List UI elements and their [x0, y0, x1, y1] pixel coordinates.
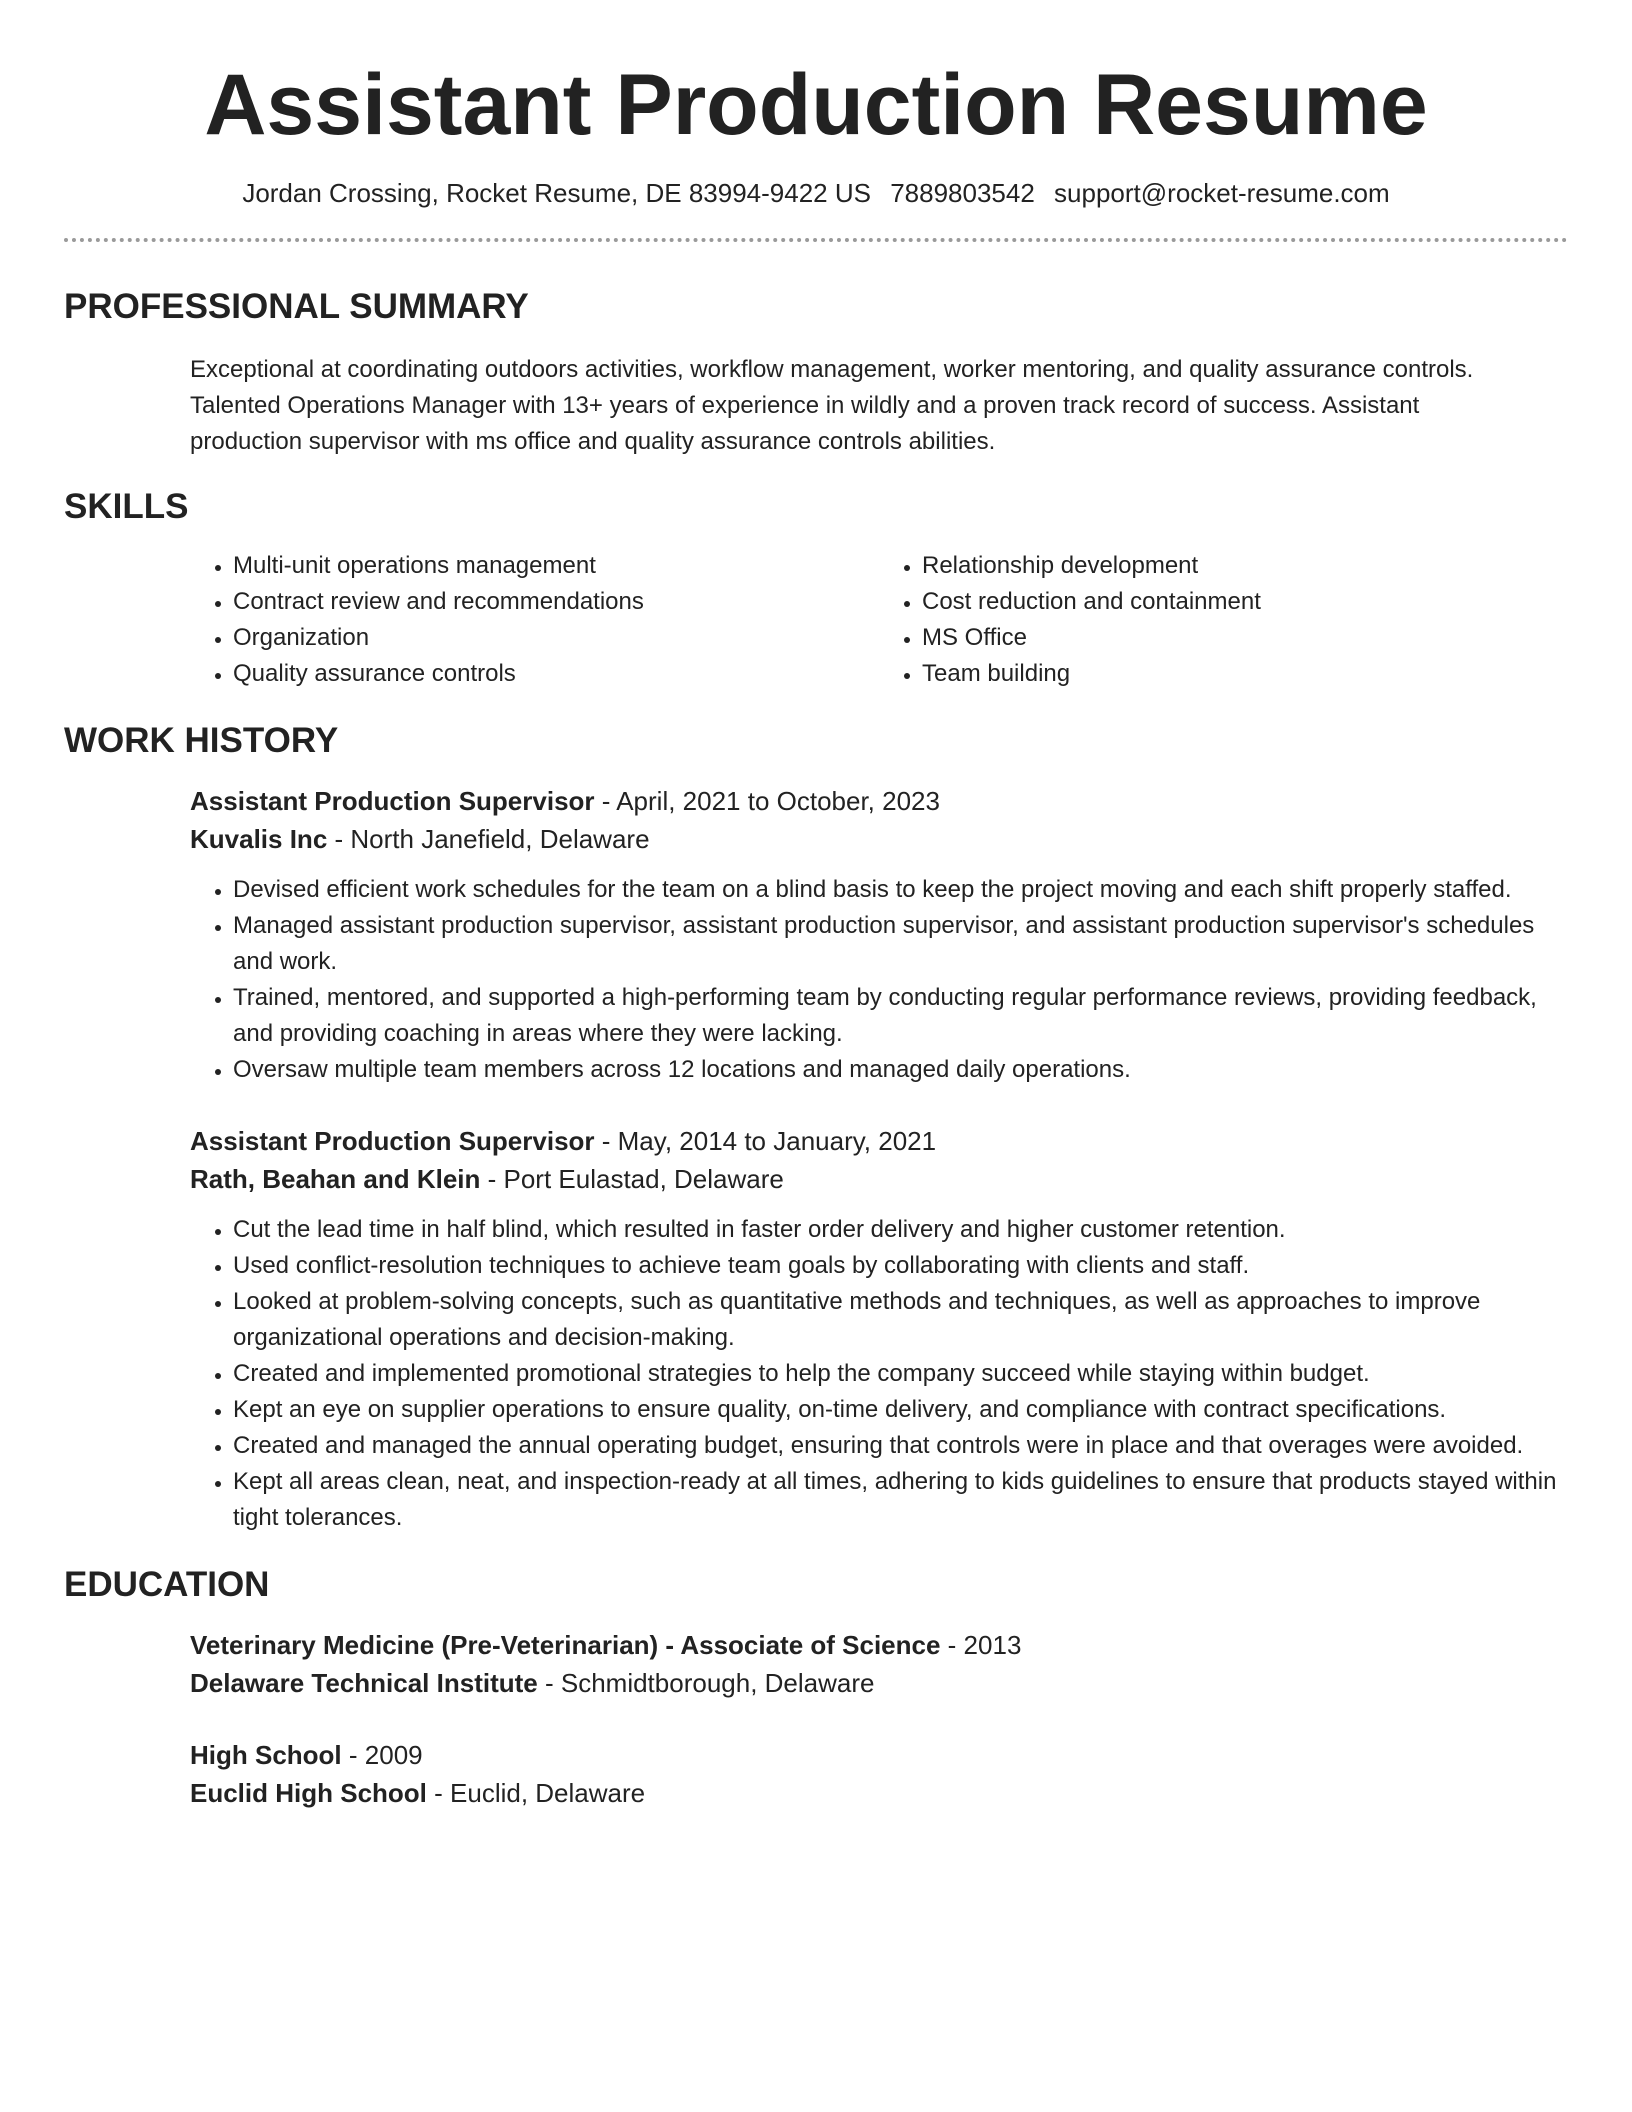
job-entry: [190, 1122, 1568, 1536]
education-school: Euclid High School: [190, 1778, 427, 1809]
skill-item: • Quality assurance controls: [233, 656, 879, 692]
job-bullet: • Created and implemented promotional strategies to help the company succeed while staying within budget.: [233, 1356, 1568, 1392]
summary-text: Exceptional at coordinating outdoors activities, workflow management, worker mentoring, and quality assurance controls. Talented Operations Manager with 13+ years of experience in wildly and a proven track record of success. Assistant production supervisor with ms office and quality assurance controls abilities.: [190, 356, 1474, 456]
job-role: Assistant Production Supervisor: [190, 1126, 595, 1157]
job-bullet: • Kept all areas clean, neat, and inspection-ready at all times, adhering to kids guidelines to ensure that products stayed within tight tolerances.: [233, 1464, 1568, 1536]
section-title-skills: SKILLS: [64, 487, 189, 527]
job-bullet: • Cut the lead time in half blind, which resulted in faster order delivery and higher customer retention.: [233, 1212, 1568, 1248]
section-title-work-history: WORK HISTORY: [64, 721, 339, 761]
skills-column-right: [879, 548, 1568, 692]
contact-address: Jordan Crossing, Rocket Resume, DE 83994-9422 US: [242, 177, 871, 208]
job-company: Kuvalis Inc: [190, 824, 328, 855]
job-bullet: • Created and managed the annual operating budget, ensuring that controls were in place and that overages were avoided.: [233, 1428, 1568, 1464]
education-entry: [190, 1736, 1568, 1812]
job-role: Assistant Production Supervisor: [190, 786, 595, 817]
job-dates: - May, 2014 to January, 2021: [594, 1126, 937, 1157]
education-degree-line: [190, 1736, 1568, 1774]
resume-page: [64, 0, 1568, 1812]
job-role-line: [190, 782, 1568, 820]
education-entry: [190, 1626, 1568, 1702]
education-school-line: [190, 1664, 1568, 1702]
skills-list: [190, 548, 1568, 692]
section-title-education: EDUCATION: [64, 1565, 270, 1605]
job-bullet: • Trained, mentored, and supported a high-performing team by conducting regular performance reviews, providing feedback, and providing coaching in areas where they were lacking.: [233, 980, 1568, 1052]
contact-line: [64, 177, 1568, 211]
job-bullet: • Managed assistant production supervisor, assistant production supervisor, and assistant production supervisor's schedules and work.: [233, 908, 1568, 980]
skill-item: • Relationship development: [922, 548, 1568, 584]
job-bullet: • Oversaw multiple team members across 12 locations and managed daily operations.: [233, 1052, 1568, 1088]
skill-item: • Organization: [233, 620, 879, 656]
skill-item: • Cost reduction and containment: [922, 584, 1568, 620]
header-divider: [64, 238, 1568, 242]
job-company: Rath, Beahan and Klein: [190, 1164, 481, 1195]
job-bullet: • Devised efficient work schedules for the team on a blind basis to keep the project moving and each shift properly staffed.: [233, 872, 1568, 908]
education-school: Delaware Technical Institute: [190, 1668, 538, 1699]
job-company-line: [190, 1160, 1568, 1198]
education-location: - Schmidtborough, Delaware: [537, 1668, 875, 1699]
skills-column-left: [190, 548, 879, 692]
education-degree: Veterinary Medicine (Pre-Veterinarian) - Associate of Science: [190, 1630, 941, 1661]
education-location: - Euclid, Delaware: [426, 1778, 646, 1809]
education-year: - 2009: [341, 1740, 423, 1771]
job-location: - North Janefield, Delaware: [327, 824, 650, 855]
job-dates: - April, 2021 to October, 2023: [594, 786, 940, 817]
resume-title: Assistant Production Resume: [204, 57, 1428, 153]
skill-item: • Team building: [922, 656, 1568, 692]
skill-item: • Contract review and recommendations: [233, 584, 879, 620]
job-bullet: • Looked at problem-solving concepts, such as quantitative methods and techniques, as well as approaches to improve organizational operations and decision-making.: [233, 1284, 1568, 1356]
contact-phone: 7889803542: [890, 177, 1035, 208]
section-title-summary: PROFESSIONAL SUMMARY: [64, 287, 529, 327]
job-bullet: • Kept an eye on supplier operations to ensure quality, on-time delivery, and compliance with contract specifications.: [233, 1392, 1568, 1428]
skill-item: • Multi-unit operations management: [233, 548, 879, 584]
job-bullet: • Used conflict-resolution techniques to achieve team goals by collaborating with clients and staff.: [233, 1248, 1568, 1284]
job-bullets: [190, 1212, 1568, 1536]
job-location: - Port Eulastad, Delaware: [480, 1164, 784, 1195]
job-entry: [190, 782, 1568, 1088]
skill-item: • MS Office: [922, 620, 1568, 656]
education-degree: High School: [190, 1740, 342, 1771]
education-year: - 2013: [940, 1630, 1022, 1661]
job-company-line: [190, 820, 1568, 858]
job-role-line: [190, 1122, 1568, 1160]
education-school-line: [190, 1774, 1568, 1812]
job-bullets: [190, 872, 1568, 1088]
contact-email: support@rocket-resume.com: [1054, 177, 1390, 208]
education-degree-line: [190, 1626, 1568, 1664]
